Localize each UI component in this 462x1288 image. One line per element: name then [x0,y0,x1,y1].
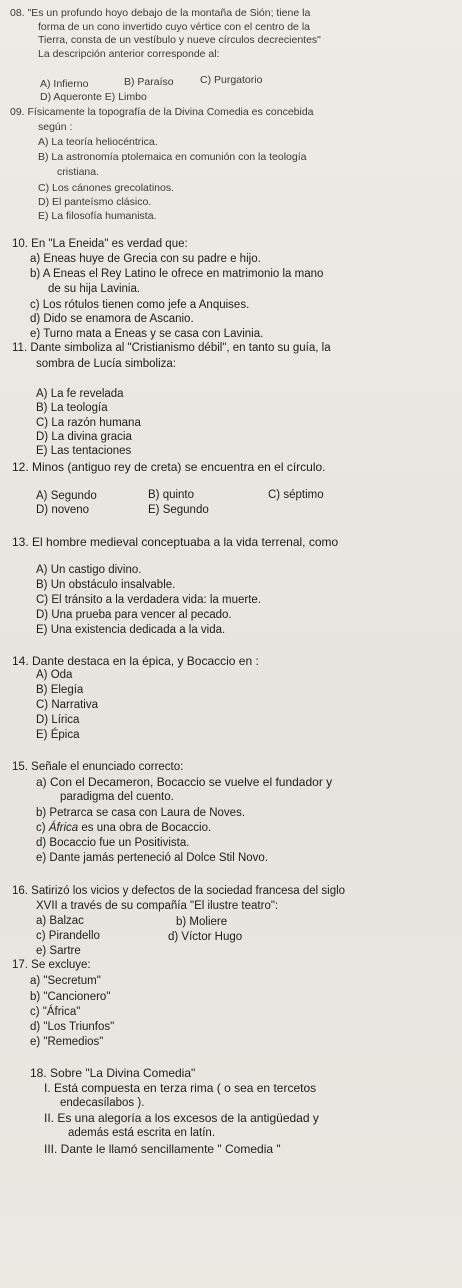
q16-option-c: c) Pirandello [36,930,100,942]
q14-option-d: D) Lírica [36,714,80,726]
q10-option-a: a) Eneas huye de Grecia con su padre e hijo. [30,253,261,265]
q08-option-de: D) Aqueronte E) Limbo [40,91,147,103]
q09-option-b-cont: cristiana. [57,166,100,178]
q15-option-a-cont: paradigma del cuento. [60,791,174,803]
q11-option-c: C) La razón humana [36,417,141,429]
q09-option-e: E) La filosofía humanista. [38,210,157,222]
q12-option-a: A) Segundo [36,490,97,502]
q08-line-3: Tierra, consta de un vestíbulo y nueve círculos decrecientes" [38,34,321,46]
q10-option-e: e) Turno mata a Eneas y se casa con Lavinia. [30,328,264,340]
q09-option-a: A) La teoría heliocéntrica. [38,136,158,148]
q08-line-1: 08. "Es un profundo hoyo debajo de la montaña de Sión; tiene la [10,7,311,19]
q11-option-d: D) La divina gracia [36,431,132,443]
q11-line-2: sombra de Lucía simboliza: [36,358,176,370]
q13-option-b: B) Un obstáculo insalvable. [36,579,176,591]
q10-option-c: c) Los rótulos tienen como jefe a Anquises. [30,299,250,311]
q17-option-a: a) "Secretum" [30,975,101,987]
q14-option-c: C) Narrativa [36,699,98,711]
q11-option-e: E) Las tentaciones [36,445,132,457]
q16-option-d: d) Víctor Hugo [168,931,243,943]
q15-option-d: d) Bocaccio fue un Positivista. [36,837,190,849]
q13-line-1: 13. El hombre medieval conceptuaba a la vida terrenal, como [12,535,339,549]
q09-option-c: C) Los cánones grecolatinos. [38,182,174,194]
q13-option-c: C) El tránsito a la verdadera vida: la muerte. [36,594,261,606]
q12-option-b: B) quinto [148,489,195,501]
q09-line-1: 09. Físicamente la topografía de la Divina Comedia es concebida [10,106,314,118]
q08-option-a: A) Infierno [40,78,89,90]
q18-line-1: 18. Sobre "La Divina Comedia" [30,1066,196,1080]
q08-line-2: forma de un cono invertido cuyo vértice con el centro de la [38,21,310,33]
q13-option-a: A) Un castigo divino. [36,564,142,576]
q18-statement-i: I. Está compuesta en terza rima ( o sea en tercetos [44,1081,317,1095]
q09-option-d: D) El panteísmo clásico. [38,196,152,208]
q17-option-b: b) "Cancionero" [30,991,111,1003]
q08-option-b: B) Paraíso [124,76,174,88]
q17-option-c: c) "África" [30,1006,81,1018]
q17-option-e: e) "Remedios" [30,1036,104,1048]
q16-option-a: a) Balzac [36,915,84,927]
q10-line-1: 10. En "La Eneida" es verdad que: [12,238,188,250]
q15-option-b: b) Petrarca se casa con Laura de Noves. [36,807,246,819]
q14-option-e: E) Épica [36,729,80,741]
q11-line-1: 11. Dante simboliza al "Cristianismo débil", en tanto su guía, la [12,342,331,354]
q18-statement-ii: II. Es una alegoría a los excesos de la antigüedad y [44,1111,319,1125]
q10-option-d: d) Dido se enamora de Ascanio. [30,313,194,325]
q14-line-1: 14. Dante destaca en la épica, y Bocaccio en : [12,654,259,668]
q14-option-a: A) Oda [36,669,73,681]
q10-option-b-cont: de su hija Lavinia. [48,283,141,295]
q11-option-b: B) La teología [36,402,108,414]
q16-line-2: XVII a través de su compañía "El ilustre teatro": [36,900,279,912]
q13-option-e: E) Una existencia dedicada a la vida. [36,624,226,636]
q10-option-b: b) A Eneas el Rey Latino le ofrece en matrimonio la mano [30,268,324,280]
q12-option-e: E) Segundo [148,504,209,516]
q12-line-1: 12. Minos (antiguo rey de creta) se encuentra en el círculo. [12,460,326,474]
q15-option-a: a) Con el Decameron, Bocaccio se vuelve el fundador y [36,775,333,789]
q16-option-e: e) Sartre [36,945,81,957]
q09-option-b: B) La astronomía ptolemaica en comunión con la teología [38,151,307,163]
q14-option-b: B) Elegía [36,684,84,696]
q15-option-e: e) Dante jamás perteneció al Dolce Stil Novo. [36,852,269,864]
q18-statement-iii: III. Dante le llamó sencillamente " Comedia " [44,1142,281,1156]
q12-option-d: D) noveno [36,504,90,516]
q18-statement-ii-cont: además está escrita en latín. [68,1127,216,1139]
q13-option-d: D) Una prueba para vencer al pecado. [36,609,232,621]
q17-option-d: d) "Los Triunfos" [30,1021,115,1033]
q08-line-4: La descripción anterior corresponde al: [38,48,220,60]
q12-option-c: C) séptimo [268,489,324,501]
q18-statement-i-cont: endecasílabos ). [60,1097,145,1109]
q16-option-b: b) Moliere [176,916,228,928]
q17-line-1: 17. Se excluye: [12,959,91,971]
q08-option-c: C) Purgatorio [200,74,263,86]
q16-line-1: 16. Satirizó los vicios y defectos de la sociedad francesa del siglo [12,885,346,897]
q09-line-2: según : [38,121,73,133]
q11-option-a: A) La fe revelada [36,388,124,400]
q15-option-c: c) África es una obra de Bocaccio. [36,822,212,834]
q15-line-1: 15. Señale el enunciado correcto: [12,761,184,773]
